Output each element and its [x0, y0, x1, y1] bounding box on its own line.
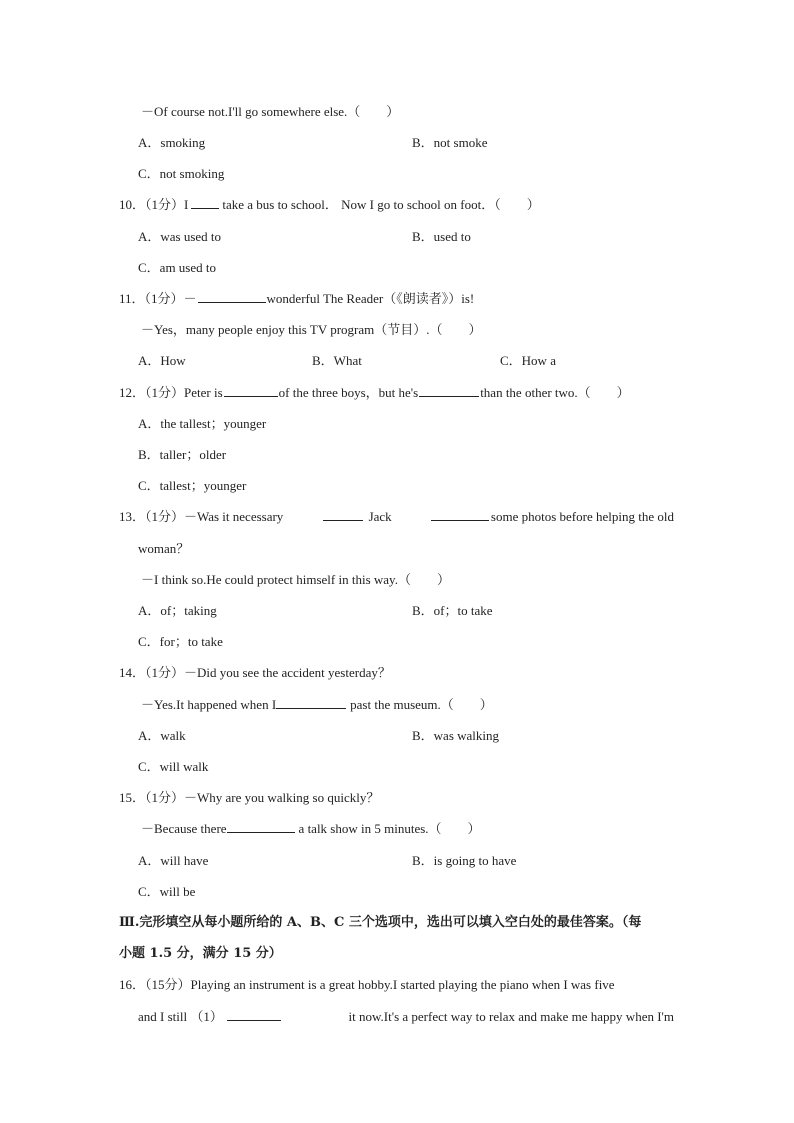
q10-option-a[interactable]: A．was used to: [138, 229, 222, 244]
q12-middle: of the three boys，but he's: [278, 385, 419, 400]
q11-option-a[interactable]: A．How: [138, 353, 186, 368]
q11-stem: [119, 290, 474, 308]
q10-blank[interactable]: [191, 196, 219, 209]
q13-option-b[interactable]: B．of；to take: [412, 603, 493, 618]
q13-blank-1[interactable]: [323, 508, 363, 521]
q13-option-c[interactable]: C．for；to take: [138, 634, 223, 649]
q12-prefix: 12．（1分）Peter is: [119, 385, 223, 400]
q11-option-b[interactable]: B．What: [312, 353, 362, 368]
section-3-heading: Ⅲ.完形填空从每小题所给的 A、B、C 三个选项中，选出可以填入空白处的最佳答案。（每: [119, 915, 642, 930]
q13-blank-2[interactable]: [431, 508, 489, 521]
q12-stem: [119, 384, 630, 402]
q11-answer-line: －Yes，many people enjoy this TV program（节目）.（ ）: [141, 322, 482, 337]
q15-blank[interactable]: [227, 820, 295, 833]
q10-option-c[interactable]: C．am used to: [138, 260, 216, 275]
q15-answer-suffix: a talk show in 5 minutes.（ ）: [298, 821, 481, 836]
q15-stem: 15．（1分）－Why are you walking so quickly？: [119, 790, 380, 805]
q14-answer-prefix: －Yes.It happened when I: [141, 697, 277, 712]
q16-line2-prefix: and I still （1）: [138, 1009, 223, 1024]
q10-option-b[interactable]: B．used to: [412, 229, 471, 244]
section-3-heading-cont: 小题 1.5 分，满分 15 分）: [119, 946, 282, 961]
q15-option-a[interactable]: A．will have: [138, 853, 209, 868]
q9-option-b[interactable]: B．not smoke: [412, 135, 488, 150]
q10-suffix: take a bus to school． Now I go to school on foot．（ ）: [222, 197, 540, 212]
q14-stem: 14．（1分）－Did you see the accident yesterday？: [119, 665, 391, 680]
q12-blank-2[interactable]: [419, 384, 479, 397]
q11-prefix: 11．（1分）－: [119, 291, 197, 306]
q16-passage-line-2: [138, 1008, 674, 1026]
q10-prefix: 10．（1分）I: [119, 197, 189, 212]
q16-passage-line-1: 16．（15分）Playing an instrument is a great hobby.I started playing the piano when I was five: [119, 977, 615, 992]
q14-option-b[interactable]: B．was walking: [412, 728, 500, 743]
q14-answer-suffix: past the museum.（ ）: [350, 697, 493, 712]
q12-option-c[interactable]: C．tallest；younger: [138, 478, 247, 493]
q12-option-b[interactable]: B．taller；older: [138, 447, 227, 462]
q16-blank-1[interactable]: [227, 1008, 281, 1021]
q12-blank-1[interactable]: [224, 384, 278, 397]
q13-suffix: some photos before helping the old: [490, 509, 674, 524]
q14-blank[interactable]: [276, 696, 346, 709]
q11-suffix: wonderful The Reader（《朗读者》）is!: [266, 291, 475, 306]
q14-option-a[interactable]: A．walk: [138, 728, 186, 743]
q12-option-a[interactable]: A．the tallest；younger: [138, 416, 267, 431]
q9-answer-line: －Of course not.I'll go somewhere else.（ ）: [141, 104, 400, 119]
q15-answer-prefix: －Because there: [141, 821, 227, 836]
q13-middle: Jack: [368, 509, 392, 524]
q14-answer-line: [141, 696, 493, 714]
q13-stem: [119, 508, 674, 526]
q10-stem: [119, 196, 540, 214]
q11-blank[interactable]: [198, 290, 266, 303]
q14-option-c[interactable]: C．will walk: [138, 759, 209, 774]
q13-prefix: 13．（1分）－Was it necessary: [119, 509, 284, 524]
q11-option-c[interactable]: C．How a: [500, 353, 556, 368]
q15-option-c[interactable]: C．will be: [138, 884, 196, 899]
q16-line2-suffix: it now.It's a perfect way to relax and make me happy when I'm: [348, 1009, 674, 1024]
q13-answer-line: －I think so.He could protect himself in this way.（ ）: [141, 572, 450, 587]
q9-option-a[interactable]: A．smoking: [138, 135, 206, 150]
q15-option-b[interactable]: B．is going to have: [412, 853, 517, 868]
q13-option-a[interactable]: A．of；taking: [138, 603, 217, 618]
q9-option-c[interactable]: C．not smoking: [138, 166, 225, 181]
q13-continued: woman？: [138, 541, 190, 556]
q12-suffix: than the other two.（ ）: [480, 385, 630, 400]
q15-answer-line: [141, 820, 481, 838]
